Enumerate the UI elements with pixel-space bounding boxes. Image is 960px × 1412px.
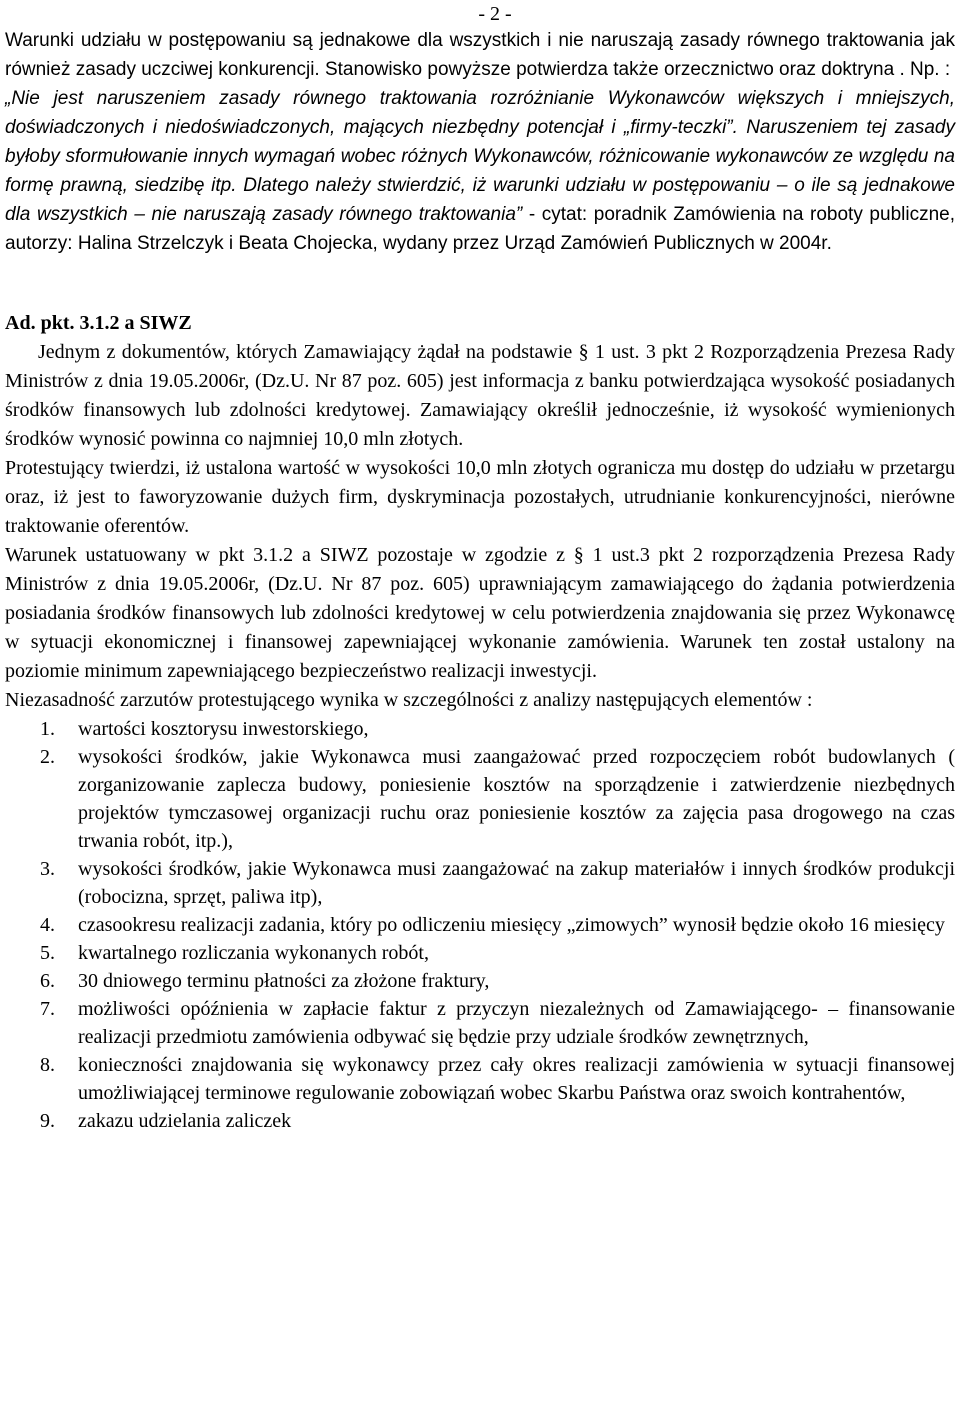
list-item: 5. kwartalnego rozliczania wykonanych robót, (40, 942, 429, 964)
list-item: 8. konieczności znajdowania się wykonawcy przez cały okres realizacji zamówienia w sytuacji finansowej umożliwiającej terminowe regulowanie zobowiązań wobec Skarbu Państwa oraz swoich kontrahentów, (40, 1054, 955, 1104)
document-page (5, 0, 955, 1135)
paragraph-elements-intro: Niezasadność zarzutów protestującego wynika w szczególności z analizy następujących elementów : (5, 689, 813, 711)
elements-list (5, 715, 955, 1135)
list-item: 4. czasookresu realizacji zadania, który po odliczeniu miesięcy „zimowych” wynosił będzie około 16 miesięcy (40, 914, 945, 936)
paragraph-condition: Warunek ustatuowany w pkt 3.1.2 a SIWZ pozostaje w zgodzie z § 1 ust.3 pkt 2 rozporządzenia Prezesa Rady Ministrów z dnia 19.05.2006r, (Dz.U. Nr 87 poz. 605) uprawniającym zamawiającego do żądania potwierdzenia posiadania środków finansowych lub zdolności kredytowej w celu potwierdzenia znajdowania się przez Wykonawcę w sytuacji ekonomicznej i finansowej zapewniającej wykonanie zamówienia. Warunek ten został ustalony na poziomie minimum zapewniającego bezpieczeństwo realizacji inwestycji. (5, 544, 955, 682)
list-item: 7. możliwości opóźnienia w zapłacie faktur z przyczyn niezależnych od Zamawiającego- – finansowanie realizacji przedmiotu zamówienia odbywać się będzie przy udziale środków zewnętrznych, (40, 998, 955, 1048)
quote-text: „Nie jest naruszeniem zasady równego traktowania rozróżnianie Wykonawców większych i mniejszych, doświadczonych i niedoświadczonych, mających niezbędny potencjał i „firmy-teczki”. Naruszeniem tej zasady byłoby sformułowanie innych wymagań wobec różnych Wykonawców, różnicowanie wykonawców ze względu na formę prawną, siedzibę itp. Dlatego należy stwierdzić, iż warunki udziału w postępowaniu – o ile są jednakowe dla wszystkich – nie naruszają zasady równego traktowania” (5, 88, 955, 225)
paragraph-quote (5, 84, 955, 258)
list-item: 6. 30 dniowego terminu płatności za złożone fraktury, (40, 970, 490, 992)
list-item: 2. wysokości środków, jakie Wykonawca musi zaangażować przed rozpoczęciem robót budowlanych ( zorganizowanie zaplecza budowy, poniesienie kosztów na sporządzenie i zatwierdzenie niezbędnych projektów tymczasowej organizacji ruchu oraz poniesienie kosztów za zajęcia pasa drogowego na czas trwania robót, itp.), (40, 746, 955, 852)
paragraph-documents-text: Jednym z dokumentów, których Zamawiający żądał na podstawie § 1 ust. 3 pkt 2 Rozporządzenia Prezesa Rady Ministrów z dnia 19.05.2006r, (Dz.U. Nr 87 poz. 605) jest informacja z banku potwierdzająca wysokość posiadanych środków finansowych lub zdolności kredytowej. Zamawiający określił jednocześnie, iż wysokość wymienionych środków wynosić powinna co najmniej 10,0 mln złotych. (5, 341, 955, 450)
paragraph-protest: Protestujący twierdzi, iż ustalona wartość w wysokości 10,0 mln złotych ogranicza mu dostęp do udziału w przetargu oraz, iż jest to faworyzowanie dużych firm, dyskryminacja pozostałych, utrudnianie konkurencyjności, nierówne traktowanie oferentów. (5, 457, 955, 537)
page-number: - 2 - (478, 3, 512, 25)
quote-source: - cytat: poradnik Zamówienia na roboty publiczne, autorzy: Halina Strzelczyk i Beata Chojecka, wydany przez Urząd Zamówień Publicznych w 2004r. (5, 204, 955, 254)
list-item: 3. wysokości środków, jakie Wykonawca musi zaangażować na zakup materiałów i innych środków produkcji (robocizna, sprzęt, paliwa itp), (40, 858, 955, 908)
section-heading: Ad. pkt. 3.1.2 a SIWZ (5, 312, 192, 334)
list-item: 9. zakazu udzielania zaliczek (40, 1110, 292, 1132)
paragraph-documents (5, 338, 955, 454)
list-item: 1. wartości kosztorysu inwestorskiego, (40, 718, 369, 740)
paragraph-intro: Warunki udziału w postępowaniu są jednakowe dla wszystkich i nie naruszają zasady równego traktowania jak również zasady uczciwej konkurencji. Stanowisko powyższe potwierdza także orzecznictwo oraz doktryna . Np. : (5, 30, 955, 80)
